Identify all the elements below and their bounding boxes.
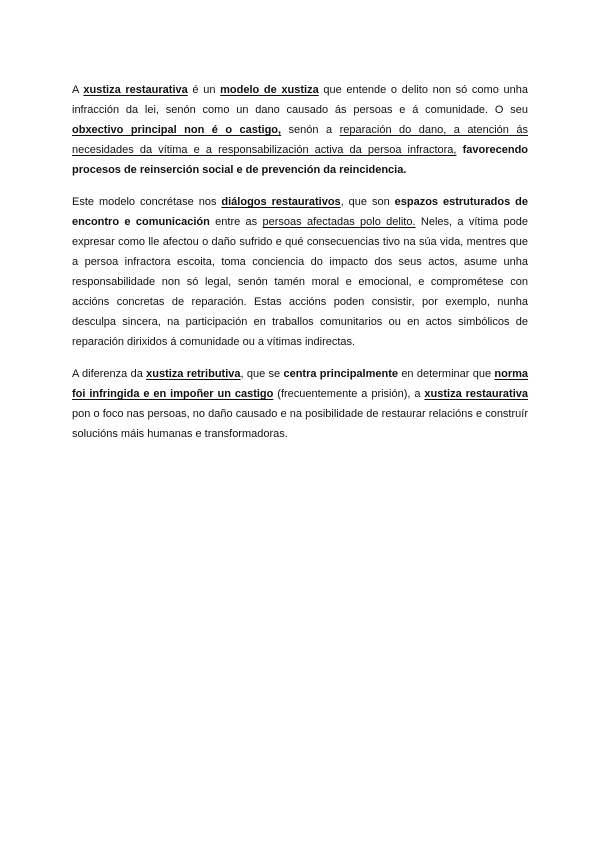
paragraph bbox=[72, 192, 528, 352]
text-run-bold-underlined: xustiza retributiva bbox=[146, 368, 241, 380]
text-run: A diferenza da bbox=[72, 368, 147, 380]
text-run-bold-underlined: norma foi infringida e en impoñer un castigo bbox=[72, 368, 529, 400]
text-run-bold-underlined: obxectivo principal non é o castigo, bbox=[72, 124, 282, 136]
text-run-bold-underlined: modelo de xustiza bbox=[220, 84, 319, 96]
text-run: entre as bbox=[209, 216, 263, 228]
text-run-bold: espazos estruturados de encontro e comunicación bbox=[72, 196, 529, 228]
text-run: pon o foco nas persoas, no daño causado e na posibilidade de restaurar relacións e construír solucións máis humanas e transformadoras. bbox=[72, 408, 528, 440]
text-run-bold: favorecendo procesos de reinserción social e de prevención da reincidencia. bbox=[72, 144, 529, 176]
document-body bbox=[72, 80, 528, 456]
text-run: Este modelo concrétase nos bbox=[72, 196, 222, 208]
text-run-underlined: reparación do dano, a atención ás necesidades da vítima e a responsabilización activa da persoa infractora, bbox=[72, 124, 528, 156]
paragraph bbox=[72, 364, 528, 444]
text-run: é un bbox=[187, 84, 221, 96]
text-run: senón a bbox=[281, 124, 340, 136]
text-run-underlined: persoas afectadas polo delito. bbox=[262, 216, 416, 228]
text-run: , que son bbox=[340, 196, 395, 208]
text-run-bold-underlined: xustiza restaurativa bbox=[424, 388, 529, 400]
text-run-bold-underlined: xustiza restaurativa bbox=[83, 84, 188, 96]
text-run: que entende o delito non só como unha infracción da lei, senón como un dano causado ás persoas e á comunidade. O seu bbox=[72, 84, 528, 116]
text-run-bold: centra principalmente bbox=[283, 368, 399, 380]
text-run: A bbox=[72, 84, 84, 96]
text-run: Neles, a vítima pode expresar como lle afectou o daño sufrido e qué consecuencias tivo na súa vida, mentres que a persoa infractora escoita, toma conciencia do impacto dos seus actos, asume unha responsabilidade non só legal, senón tamén moral e emocional, e comprométese con accións concretas de reparación. Estas accións poden consistir, por exemplo, nunha desculpa sincera, na participación en traballos comunitarios ou en actos simbólicos de reparación dirixidos á comunidade ou a vítimas indirectas. bbox=[72, 216, 529, 348]
text-run: , que se bbox=[240, 368, 284, 380]
paragraph bbox=[72, 80, 528, 180]
text-run: en determinar que bbox=[398, 368, 495, 380]
text-run: (frecuentemente a prisión), a bbox=[273, 388, 425, 400]
text-run-bold-underlined: diálogos restaurativos bbox=[221, 196, 341, 208]
